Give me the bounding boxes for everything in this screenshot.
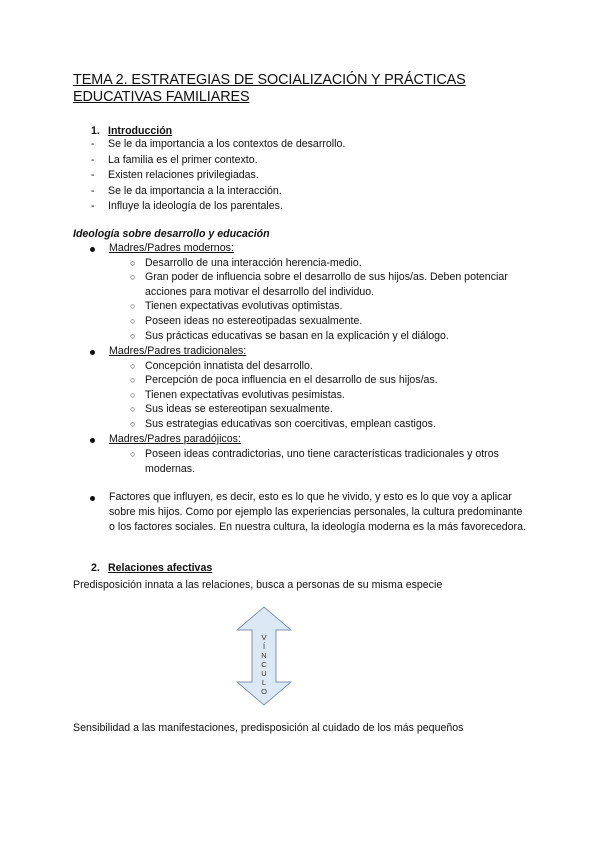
- arrow-letter: L: [261, 678, 267, 687]
- list-item: - Existen relaciones privilegiadas.: [91, 169, 259, 181]
- section2-heading: Relaciones afectivas: [108, 562, 213, 574]
- bullet-icon: [90, 496, 95, 501]
- page-title: TEMA 2. ESTRATEGIAS DE SOCIALIZACIÓN Y PRÁCTICAS EDUCATIVAS FAMILIARES: [73, 72, 466, 105]
- ideology-heading: Ideología sobre desarrollo y educación: [73, 228, 270, 240]
- group-label-tradicionales: Madres/Padres tradicionales:: [109, 345, 247, 357]
- list-item: - La familia es el primer contexto.: [91, 153, 258, 166]
- group-label-paradojicos: Madres/Padres paradójicos:: [109, 433, 241, 445]
- factors-paragraph: Factores que influyen, es decir, esto es lo que he vivido, y esto es lo que voy a aplicar sobre mis hijos. Como por ejemplo las experiencias personales, la cultura predominante o los factores sociales. En nuestra cultura, la ideología moderna es la más favorecedora.: [109, 491, 526, 533]
- document-page: TEMA 2. ESTRATEGIAS DE SOCIALIZACIÓN Y PRÁCTICAS EDUCATIVAS FAMILIARES 1. Introducción - Se le da importancia a los contextos de desarrollo. - La familia es el primer contexto. - Existen relaciones privilegiadas. - Se le da importancia a la interacción. - Influye la ideología de los parentales. Ideología sobre desarrollo y educación Madres/Padres modernos: ○ Desarrollo de una interacción herencia-medio. ○ Gran poder de influencia sobre el desarrollo de sus hijos/as. Deben potenciar acciones para motivar el desarrollo del individuo. ○ Tienen expectativas evolutivas optimistas. ○ Poseen ideas no estereotipadas sexualmente. ○ Sus prácticas educativas se basan en la explicación y el diálogo. Madres/Padres tradicionales: ○ Concepción innatista del desarrollo. ○ Percepción de poca influencia en el desarrollo de sus hijos/as. ○ Tienen expectativas evolutivas pesimistas. ○ Sus ideas se estereotipan sexualmente. ○ Sus estrategias educativas son coercitivas, emplean castigos. Madres/Padres paradójicos: ○ Poseen ideas contradictorias, uno tiene características tradicionales y otros modernas. Factores que influyen, es decir, esto es lo que he vivido, y esto es lo que voy a aplicar sobre mis hijos. Como por ejemplo las experiencias personales, la cultura predominante o los factores sociales. En nuestra cultura, la ideología moderna es la más favorecedora. 2. Relaciones afectivas Predisposición innata a las relaciones, busca a personas de su misma especie V Í N C U L O Sensibilidad a las manifestaciones, predisposición al cuidado de los más pequeños: [0, 0, 600, 848]
- arrow-letter: O: [261, 687, 267, 696]
- vinculo-double-arrow: [236, 606, 292, 706]
- intro-list: [91, 137, 511, 215]
- list-item: - Influye la ideología de los parentales.: [91, 200, 283, 212]
- section1-heading: Introducción: [108, 125, 173, 137]
- bullet-icon: [90, 247, 95, 252]
- section2-number: 2.: [91, 562, 100, 574]
- list-item: - Se le da importancia a la interacción.: [91, 184, 282, 197]
- arrow-letter: Í: [262, 642, 266, 651]
- relations-line-1: Predisposición innata a las relaciones, busca a personas de su misma especie: [73, 579, 443, 591]
- bullet-icon: [90, 438, 95, 443]
- group-label-modernos: Madres/Padres modernos:: [109, 242, 234, 254]
- bullet-icon: [90, 350, 95, 355]
- relations-line-2: Sensibilidad a las manifestaciones, predisposición al cuidado de los más pequeños: [73, 722, 464, 734]
- list-item: - Se le da importancia a los contextos de desarrollo.: [91, 138, 346, 150]
- arrow-letter: U: [261, 669, 267, 678]
- section1-number: 1.: [91, 125, 100, 137]
- arrow-letter: V: [261, 633, 267, 642]
- arrow-letter: C: [261, 660, 267, 669]
- arrow-letter: N: [261, 651, 267, 660]
